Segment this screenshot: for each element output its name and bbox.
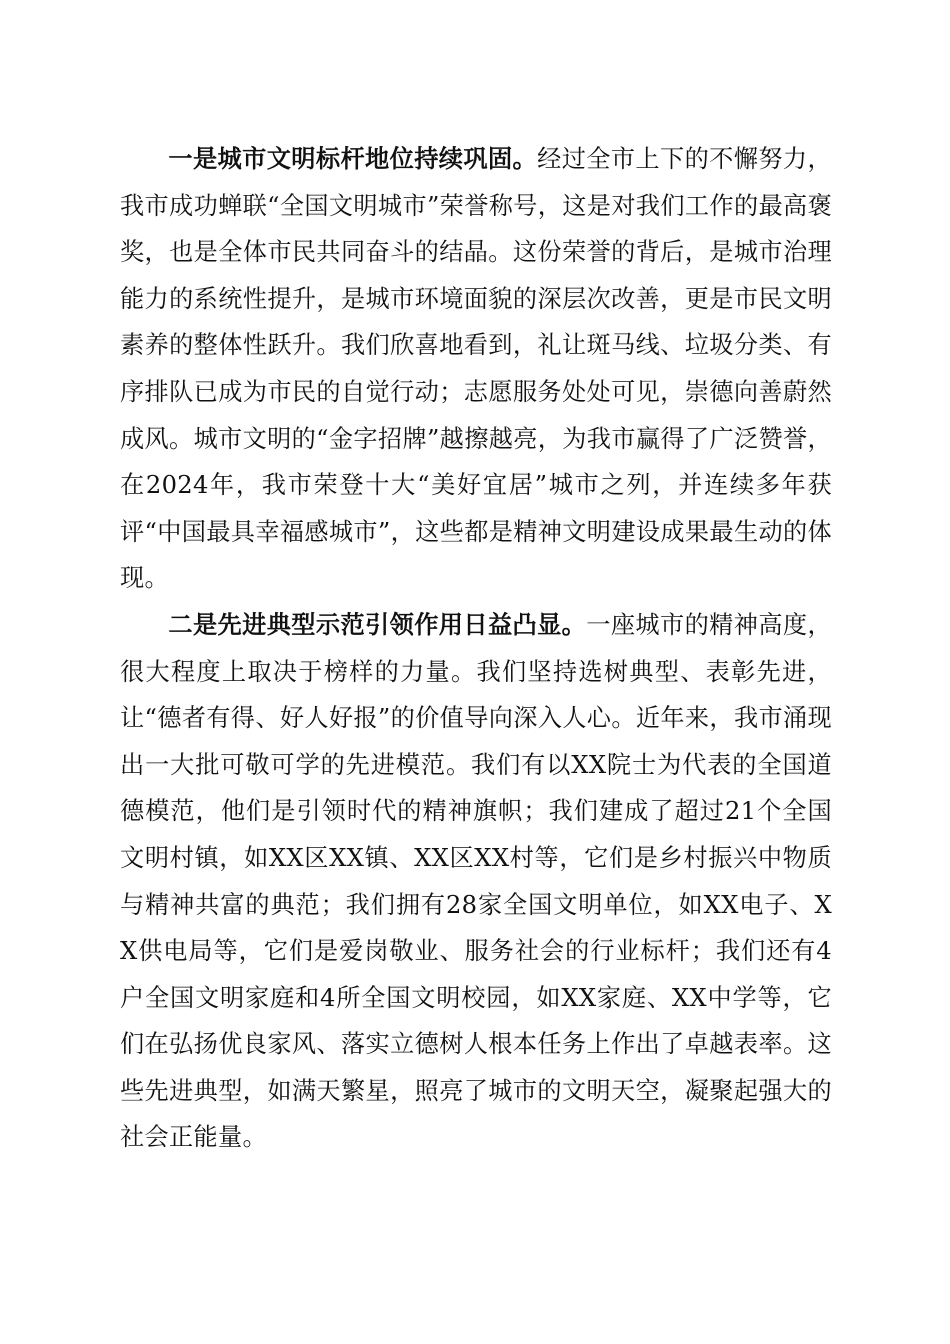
paragraph-lead-heading: 一是城市文明标杆地位持续巩固。 xyxy=(168,144,538,173)
paragraph-lead-heading: 二是先进典型示范引领作用日益凸显。 xyxy=(168,609,587,639)
paragraph-body-text: 一座城市的精神高度，很大程度上取决于榜样的力量。我们坚持选树典型、表彰先进，让“德者有得、好人好报”的价值导向深入人心。近年来，我市涌现出一大批可敬可学的先进模范。我们有以XX院士为代表的全国道德模范，他们是引领时代的精神旗帜；我们建成了超过21个全国文明村镇，如XX区XX镇、XX区XX村等，它们是乡村振兴中物质与精神共富的典范；我们拥有28家全国文明单位，如XX电子、XX供电局等，它们是爱岗敬业、服务社会的行业标杆；我们还有4户全国文明家庭和4所全国文明校园，如XX家庭、XX中学等，它们在弘扬优良家风、落实立德树人根本任务上作出了卓越表率。这些先进典型，如满天繁星，照亮了城市的文明天空，凝聚起强大的社会正能量。 xyxy=(120,610,832,1152)
document-page xyxy=(120,136,832,1161)
paragraph-advanced-models xyxy=(120,602,832,1161)
paragraph-body-text: 经过全市上下的不懈努力，我市成功蝉联“全国文明城市”荣誉称号，这是对我们工作的最高褒奖，也是全体市民共同奋斗的结晶。这份荣誉的背后，是城市治理能力的系统性提升，是城市环境面貌的深层次改善，更是市民文明素养的整体性跃升。我们欣喜地看到，礼让斑马线、垃圾分类、有序排队已成为市民的自觉行动；志愿服务处处可见，崇德向善蔚然成风。城市文明的“金字招牌”越擦越亮，为我市赢得了广泛赞誉，在2024年，我市荣登十大“美好宜居”城市之列，并连续多年获评“中国最具幸福感城市”，这些都是精神文明建设成果最生动的体现。 xyxy=(120,145,832,593)
paragraph-urban-civilization xyxy=(120,136,832,602)
